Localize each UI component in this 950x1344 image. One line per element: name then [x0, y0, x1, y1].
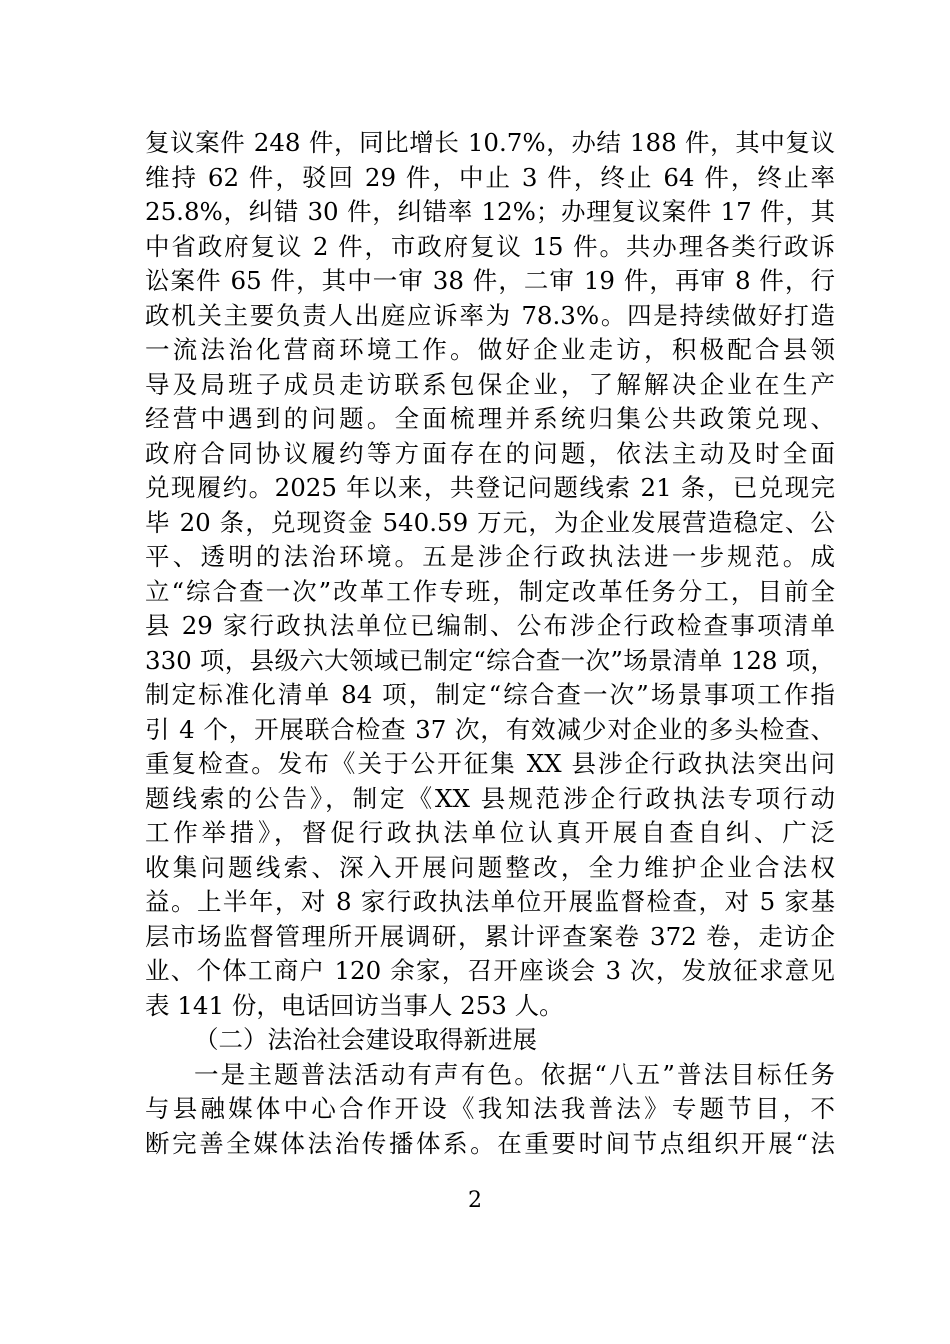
paragraph-line: 中省政府复议 2 件，市政府复议 15 件。共办理各类行政诉 — [145, 231, 835, 261]
paragraph-line: 一流法治化营商环境工作。做好企业走访，积极配合县领 — [145, 335, 835, 364]
paragraph-line: 业、个体工商户 120 余家，召开座谈会 3 次，发放征求意见 — [145, 956, 835, 985]
paragraph-line: 表 141 份，电话回访当事人 253 人。 — [145, 990, 564, 1020]
body-text — [145, 126, 835, 1161]
paragraph-line: 25.8%，纠错 30 件，纠错率 12%；办理复议案件 17 件，其 — [145, 197, 835, 226]
paragraph-line: 题线索的公告》，制定《XX 县规范涉企行政执法专项行动 — [145, 783, 835, 813]
paragraph-line: 平、透明的法治环境。五是涉企行政执法进一步规范。成 — [145, 542, 835, 571]
paragraph-line: 制定标准化清单 84 项，制定“综合查一次”场景事项工作指 — [145, 680, 835, 709]
paragraph-line: 重复检查。发布《关于公开征集 XX 县涉企行政执法突出问 — [145, 749, 835, 778]
paragraph-line: 政机关主要负责人出庭应诉率为 78.3%。四是持续做好打造 — [145, 300, 835, 330]
paragraph-line: 330 项，县级六大领域已制定“综合查一次”场景清单 128 项， — [145, 645, 835, 675]
paragraph-line: 收集问题线索、深入开展问题整改，全力维护企业合法权 — [145, 852, 835, 882]
paragraph-line: 引 4 个，开展联合检查 37 次，有效减少对企业的多头检查、 — [145, 714, 835, 744]
paragraph-line: 经营中遇到的问题。全面梳理并系统归集公共政策兑现、 — [145, 404, 835, 433]
paragraph-line: 兑现履约。2025 年以来，共登记问题线索 21 条，已兑现完 — [145, 473, 835, 502]
paragraph-line: 毕 20 条，兑现资金 540.59 万元，为企业发展营造稳定、公 — [145, 507, 835, 537]
page-number: 2 — [468, 1188, 482, 1213]
paragraph-line: 讼案件 65 件，其中一审 38 件，二审 19 件，再审 8 件，行 — [145, 266, 835, 295]
section-paragraph-line: 与县融媒体中心合作开设《我知法我普法》专题节目，不 — [145, 1094, 835, 1123]
paragraph-line: 益。上半年，对 8 家行政执法单位开展监督检查，对 5 家基 — [145, 887, 835, 916]
paragraph-line: 复议案件 248 件，同比增长 10.7%，办结 188 件，其中复议 — [145, 128, 835, 157]
paragraph-line: 立“综合查一次”改革工作专班，制定改革任务分工，目前全 — [145, 576, 835, 606]
paragraph-line: 政府合同协议履约等方面存在的问题，依法主动及时全面 — [145, 438, 835, 468]
section-paragraph-line: 断完善全媒体法治传播体系。在重要时间节点组织开展“法 — [145, 1128, 835, 1158]
section-paragraph-line: 一是主题普法活动有声有色。依据“八五”普法目标任务 — [194, 1059, 835, 1089]
paragraph-line: 县 29 家行政执法单位已编制、公布涉企行政检查事项清单 — [145, 611, 835, 640]
section-heading: （二）法治社会建设取得新进展 — [194, 1025, 537, 1054]
paragraph-line: 导及局班子成员走访联系包保企业，了解解决企业在生产 — [145, 369, 835, 399]
paragraph-line: 层市场监督管理所开展调研，累计评查案卷 372 卷，走访企 — [145, 921, 835, 951]
paragraph-line: 维持 62 件，驳回 29 件，中止 3 件，终止 64 件，终止率 — [145, 162, 835, 192]
paragraph-line: 工作举措》，督促行政执法单位认真开展自查自纠、广泛 — [145, 818, 835, 847]
